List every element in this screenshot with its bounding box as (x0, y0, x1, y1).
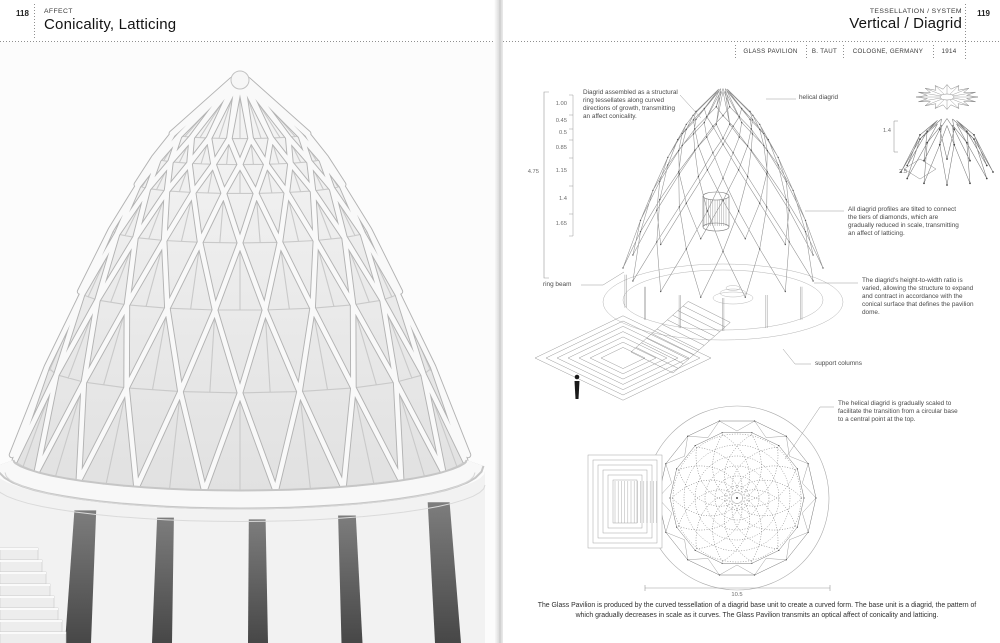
meta-location: COLOGNE, GERMANY (852, 48, 924, 55)
meta-separator (843, 45, 844, 58)
label-support-columns: support columns (815, 360, 862, 367)
dim-unit-height: 1.4 (882, 128, 891, 134)
meta-project: GLASS PAVILION (743, 48, 798, 55)
page-caption: The Glass Pavilion is produced by the curved tessellation of a diagrid base unit to create a curved form. The base unit is a diagrid, the pattern of which gradually decreases in scale as it curves. The Glass Pavilion transmits an optical affect of conicality and latticing. (537, 602, 977, 619)
label-helical-diagrid: helical diagrid (799, 94, 839, 101)
header-rule-right (503, 41, 1000, 42)
chapter-eyebrow-right: TESSELLATION / SYSTEM (869, 8, 962, 15)
meta-separator (933, 45, 934, 58)
dim-segment: 0.45 (555, 118, 567, 124)
glass-pavilion-render (0, 0, 497, 643)
dim-segment: 1.4 (558, 196, 567, 202)
meta-separator (806, 45, 807, 58)
header-divider-right (965, 4, 966, 59)
diagrid-diagrams (503, 0, 1000, 643)
dim-segment: 1.00 (555, 101, 567, 107)
header-rule-left (0, 41, 497, 42)
page-left (0, 0, 497, 643)
annotation-profiles-tilted: All diagrid profiles are tilted to connect the tiers of diamonds, which are gradually reduced in scale, transmitting an affect of latticing. (848, 206, 959, 237)
dim-segment: 1.65 (555, 221, 567, 227)
dim-segment: 0.85 (555, 145, 567, 151)
page-title-left: Conicality, Latticing (44, 16, 177, 33)
dim-segment: 0.5 (558, 130, 567, 136)
dim-unit-width: 2.5 (899, 169, 908, 175)
meta-year: 1914 (941, 48, 957, 55)
page-title-right: Vertical / Diagrid (849, 15, 962, 32)
page-number-right: 119 (977, 9, 990, 18)
annotation-diagrid-ring: Diagrid assembled as a structural ring tessellates along curved directions of growth, transmitting an affect conicality. (583, 89, 678, 120)
dim-total-height: 4.75 (527, 169, 539, 175)
dim-plan-width: 10.5 (731, 592, 743, 598)
meta-architect: B. TAUT (811, 48, 838, 55)
annotation-height-width: The diagrid's height-to-width ratio is varied, allowing the structure to expand and contract in accordance with the conical surface that defines the pavilion dome. (862, 277, 974, 316)
annotation-helical-scaling: The helical diagrid is gradually scaled to facilitate the transition from a circular base to a central point at the top. (838, 400, 958, 423)
dim-segment: 1.15 (555, 168, 567, 174)
meta-separator (735, 45, 736, 58)
page-number-left: 118 (16, 9, 29, 18)
chapter-eyebrow-left: AFFECT (44, 8, 73, 15)
header-divider-left (34, 4, 35, 40)
label-ring-beam: ring beam (543, 281, 572, 288)
page-right (503, 0, 1000, 643)
